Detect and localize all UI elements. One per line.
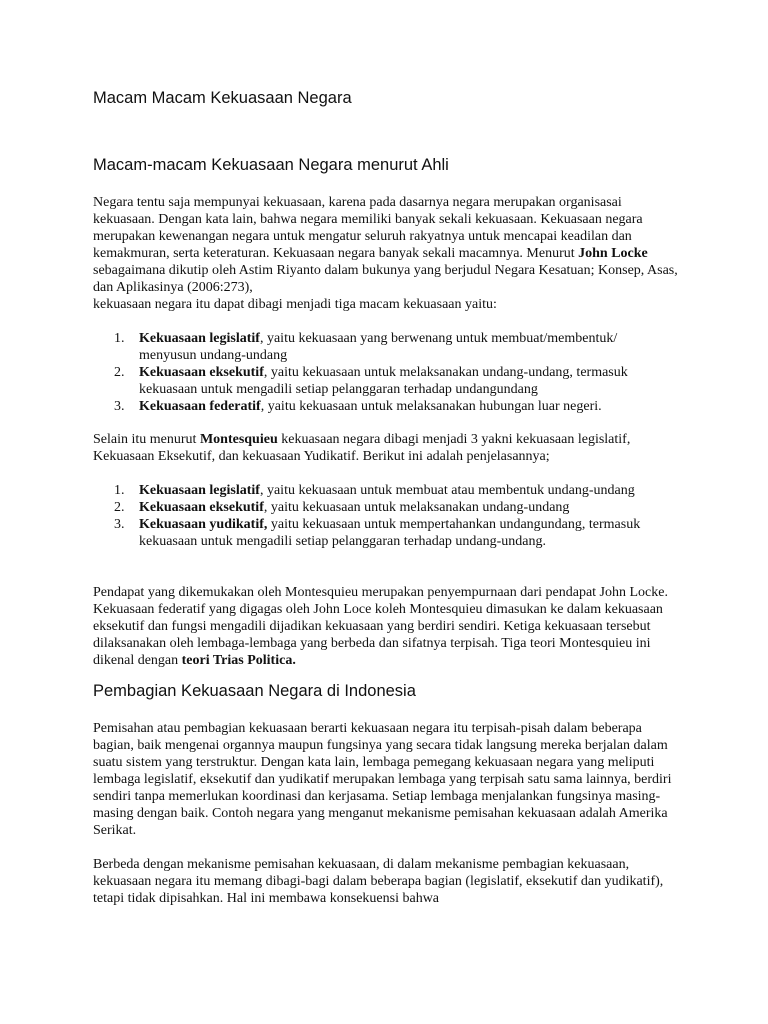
list-item — [93, 330, 678, 364]
list-number: 1. — [114, 483, 125, 498]
locke-list — [93, 330, 678, 415]
montesquieu-post: kekuasaan negara dibagi menjadi 3 yakni kekuasaan legislatif, Kekuasaan Eksekutif, dan kekuasaan Yudikatif. Berikut ini adalah penjelasannya; — [93, 432, 631, 464]
list-item — [93, 499, 678, 516]
list-term: Kekuasaan eksekutif — [139, 365, 264, 380]
list-item — [93, 398, 678, 415]
list-term: Kekuasaan legislatif — [139, 483, 260, 498]
intro-text-2: sebagaimana dikutip oleh Astim Riyanto dalam bukunya yang berjudul Negara Kesatuan; Konsep, Asas, dan Aplikasinya (2006:273), — [93, 263, 678, 295]
list-term: Kekuasaan federatif — [139, 399, 261, 414]
list-desc: , yaitu kekuasaan untuk membuat atau membentuk undang-undang — [259, 483, 635, 498]
list-desc: yaitu kekuasaan untuk mempertahankan undangundang, termasuk kekuasaan untuk mengadili setiap pelanggaran terhadap undang-undang. — [139, 517, 641, 549]
intro-text-1: Negara tentu saja mempunyai kekuasaan, karena pada dasarnya negara merupakan organisasai kekuasaan. Dengan kata lain, bahwa negara memiliki banyak sekali kekuasaan. Kekuasaan negara merupakan kewenangan negara untuk mengatur seluruh rakyatnya untuk mencapai keadilan dan kemakmuran, serta keteraturan. Kekuasaan negara banyak sekali macamnya. Menurut — [93, 195, 643, 261]
section-heading-ahli: Macam-macam Kekuasaan Negara menurut Ahli — [93, 156, 449, 174]
list-number: 3. — [114, 517, 125, 532]
conclusion-paragraph — [93, 584, 678, 669]
list-number: 3. — [114, 399, 125, 414]
conclusion-text: Pendapat yang dikemukakan oleh Montesquieu merupakan penyempurnaan dari pendapat John Locke. Kekuasaan federatif yang digagas oleh John Loce koleh Montesquieu dimasukan ke dalam kekuasaan eksekutif dan fungsi mengadili dijadikan kekuasaan yang berdiri sendiri. Ketiga kekuasaan tersebut dilaksanakan oleh lembaga-lembaga yang berbeda dan sifatnya terpisah. Tiga teori Montesquieu ini dikenal dengan — [93, 585, 668, 668]
list-term: Kekuasaan eksekutif — [139, 500, 264, 515]
document-title: Macam Macam Kekuasaan Negara — [93, 89, 352, 107]
list-desc: , yaitu kekuasaan untuk melaksanakan hubungan luar negeri. — [260, 399, 602, 414]
list-desc: , yaitu kekuasaan untuk melaksanakan undang-undang — [263, 500, 570, 515]
list-number: 2. — [114, 500, 125, 515]
list-item — [93, 516, 678, 550]
montesquieu-paragraph — [93, 431, 678, 465]
intro-text-3: kekuasaan negara itu dapat dibagi menjadi tiga macam kekuasaan yaitu: — [93, 297, 497, 312]
list-term: Kekuasaan legislatif — [139, 331, 260, 346]
list-number: 2. — [114, 365, 125, 380]
list-number: 1. — [114, 331, 125, 346]
john-locke-name: John Locke — [578, 246, 648, 261]
trias-politica: teori Trias Politica. — [181, 653, 296, 668]
montesquieu-pre: Selain itu menurut — [93, 432, 200, 447]
indonesia-paragraph-2: Berbeda dengan mekanisme pemisahan kekuasaan, di dalam mekanisme pembagian kekuasaan, kekuasaan negara itu memang dibagi-bagi dalam beberapa bagian (legislatif, eksekutif dan yudikatif), tetapi tidak dipisahkan. Hal ini membawa konsekuensi bahwa — [93, 857, 664, 906]
list-desc: , yaitu kekuasaan yang berwenang untuk membuat/membentuk/ menyusun undang-undang — [139, 331, 618, 363]
indonesia-paragraph-1: Pemisahan atau pembagian kekuasaan berarti kekuasaan negara itu terpisah-pisah dalam beberapa bagian, baik mengenai organnya maupun fungsinya yang secara tidak langsung mereka berjalan dalam suatu sistem yang terstruktur. Dengan kata lain, lembaga pemegang kekuasaan negara yang meliputi lembaga legislatif, eksekutif dan yudikatif merupakan lembaga yang terpisah satu sama lainnya, berdiri sendiri tanpa memerlukan koordinasi dan kerjasama. Setiap lembaga menjalankan fungsinya masing-masing dengan baik. Contoh negara yang menganut mekanisme pemisahan kekuasaan adalah Amerika Serikat. — [93, 721, 672, 838]
intro-text — [93, 194, 678, 296]
montesquieu-list — [93, 482, 678, 550]
montesquieu-name: Montesquieu — [199, 432, 278, 447]
intro-paragraph — [93, 194, 678, 313]
section-heading-indonesia: Pembagian Kekuasaan Negara di Indonesia — [93, 682, 416, 700]
list-item — [93, 482, 678, 499]
list-item — [93, 364, 678, 398]
list-term: Kekuasaan yudikatif, — [139, 517, 268, 532]
list-desc: , yaitu kekuasaan untuk melaksanakan undang-undang, termasuk kekuasaan untuk mengadili setiap pelanggaran terhadap undangundang — [139, 365, 628, 397]
